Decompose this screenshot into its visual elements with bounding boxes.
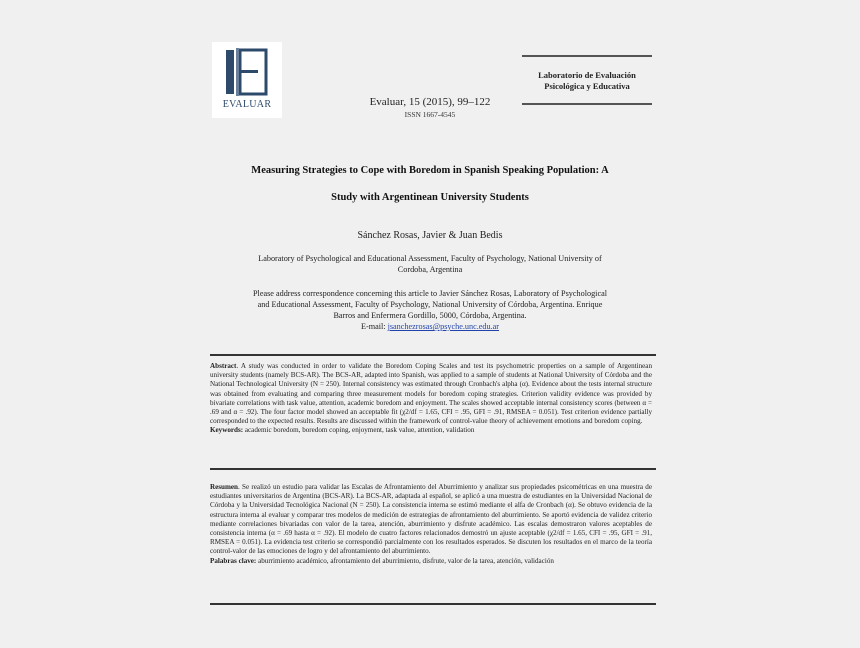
affiliation [215,253,645,275]
resumen [210,483,652,566]
abstract-label: Abstract [210,362,237,370]
evaluar-logo-icon [224,48,270,100]
correspondence-line-2: and Educational Assessment, Faculty of Psychology, National University of Córdoba, Argentina. Enrique [257,300,603,309]
correspondence-line-1: Please address correspondence concerning this article to Javier Sánchez Rosas, Laboratory of Psychological [253,289,607,298]
abstract [210,362,652,436]
keywords-text: academic boredom, boredom coping, enjoyment, task value, attention, validation [243,426,475,435]
affiliation-line-1: Laboratory of Psychological and Educational Assessment, Faculty of Psychology, National University of [258,254,602,263]
abstract-rule-bottom [210,468,656,470]
abstract-text: . A study was conducted in order to validate the Boredom Coping Scales and test its psychometric properties on a sample of Argentinean university students (namely BCS-AR). The BCS-AR, adapted into Spanish, was applied to a sample of students at National University of Córdoba and the National Technological University (N = 250). Internal consistency was estimated through Cronbach's alpha (α). Evidence about the tests internal structure was obtained from evaluating and comparing three measurement models for boredom coping strategies. Criterion validity evidence was provided by bivariate correlations with task value, attention, academic boredom and enjoyment. The scales showed acceptable internal consistency scores (between α = .69 and α = .92). The four factor model showed an acceptable fit (χ2/df = 1.65, CFI = .95, GFI = .91, RMSEA = 0.051). Test criterion evidence partially corresponded to the expected results. Results are discussed within the framework of control-value theory of achievement emotions and boredom coping. [210,362,652,426]
email-label: E-mail: [360,322,386,331]
issn: ISSN 1667-4545 [404,110,456,119]
correspondence [210,288,650,332]
journal-logo [212,42,282,118]
resumen-keywords [210,557,652,566]
palabras-clave-label: Palabras clave: [210,556,257,565]
resumen-label: Resumen [210,483,238,491]
palabras-clave-text: aburrimiento académico, afrontamiento del aburrimiento, disfrute, valor de la tarea, atención, validación [256,556,554,565]
lab-rule-top [522,55,652,57]
abstract-rule-top [210,354,656,356]
article-title-line-2: Study with Argentinean University Students [331,192,529,203]
lab-name [522,70,652,92]
resumen-text: . Se realizó un estudio para validar las Escalas de Afrontamiento del Aburrimiento y analizar sus propiedades psicométricas en una muestra de estudiantes universitarios de Argentina (BCS-AR). La BCS-AR, adaptada al español, se aplicó a una muestra de estudiantes en la Universidad Nacional de Córdoba y la Universidad Tecnológica Nacional (N = 250). La consistencia interna se estimó mediante el alfa de Cronbach (α). Se obtuvo evidencia de la estructura interna al evaluar y comparar tres modelos de medición de estrategias de afrontamiento del aburrimiento. Se aportó evidencia de validez criterio mediante correlaciones bivariadas con valor de la tarea, atención, aburrimiento y disfrute académico. Las escalas demostraron valores aceptables de consistencia interna (α = .69 hasta α = .92). El modelo de cuatro factores relacionados demostró un ajuste aceptable (χ2/df = 1.65, CFI = .95, GFI = .91, RMSEA = 0.051). La evidencia test criterio se correspondió parcialmente con los resultados esperados. Se discuten los resultados en el marco de la teoría control-valor de las emociones de logro y del afrontamiento del aburrimiento. [210,483,652,556]
keywords-label: Keywords: [210,426,244,435]
journal-citation: Evaluar, 15 (2015), 99–122 [369,96,491,108]
article-title-line-1: Measuring Strategies to Cope with Boredom in Spanish Speaking Population: A [251,165,609,176]
logo-text: EVALUAR [222,99,272,110]
abstract-keywords [210,426,652,435]
lab-rule-bottom [522,103,652,105]
lab-line-2: Psicológica y Educativa [544,81,630,91]
correspondence-line-3: Barros and Enfermera Gordillo, 5000, Córdoba, Argentina. [333,311,527,320]
email-link[interactable]: jsanchezrosas@psyche.unc.edu.ar [387,322,500,331]
lab-line-1: Laboratorio de Evaluación [538,70,636,80]
resumen-rule-bottom [210,603,656,605]
resumen-body [210,483,652,557]
email-line [210,321,650,332]
abstract-body [210,362,652,426]
affiliation-line-2: Cordoba, Argentina [397,265,463,274]
authors: Sánchez Rosas, Javier & Juan Bedis [357,230,503,241]
